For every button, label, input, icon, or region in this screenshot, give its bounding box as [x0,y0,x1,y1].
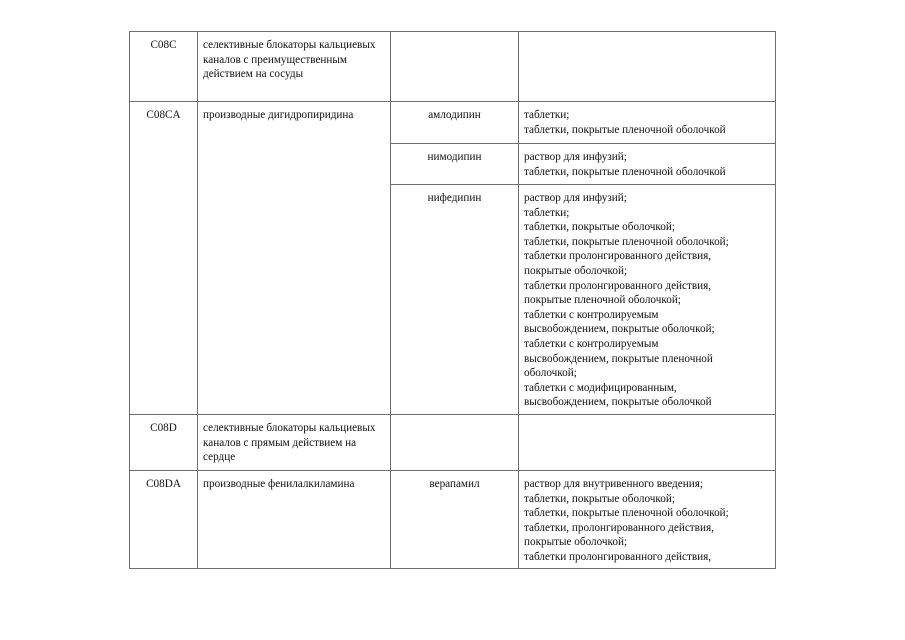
dosage-form-line: покрытые оболочкой; [524,536,628,549]
drug-name-cell: амлодипин [391,102,519,144]
dosage-form-line: высвобождением, покрытые оболочкой [524,396,712,409]
dosage-form-line: таблетки; [524,109,570,121]
dosage-form-line: таблетки, покрытые пленочной оболочкой [524,123,726,136]
dosage-form-line: таблетки с контролируемым [524,337,659,350]
atc-code-cell: C08DA [130,470,198,569]
dosage-form-line: таблетки; [524,206,570,219]
dosage-forms-cell [519,102,776,144]
drug-name-cell: верапамил [391,470,519,569]
table-row [130,470,776,569]
dosage-form-line: таблетки, покрытые оболочкой; [524,221,675,234]
dosage-forms-cell [519,144,776,185]
dosage-form-line: таблетки, пролонгированного действия, [524,521,714,534]
dosage-forms-cell [519,32,776,102]
drug-name-cell [391,414,519,470]
atc-code-cell: C08C [130,32,198,102]
medication-table [129,31,776,569]
drug-name-cell: нимодипин [391,144,519,185]
dosage-form-line: высвобождением, покрытые оболочкой; [524,323,715,336]
pharmacological-group-cell: производные фенилалкиламина [198,470,391,569]
dosage-form-line: раствор для инфузий; [524,192,627,204]
dosage-form-line: высвобождением, покрытые пленочной [524,352,713,365]
dosage-form-line: покрытые пленочной оболочкой; [524,294,681,307]
drug-name-cell: нифедипин [391,185,519,415]
atc-code-cell: C08D [130,414,198,470]
dosage-form-line: таблетки, покрытые оболочкой; [524,492,675,505]
dosage-form-line: оболочкой; [524,367,577,380]
table-row [130,414,776,470]
pharmacological-group-cell: селективные блокаторы кальциевых каналов с прямым действием на сердце [198,414,391,470]
pharmacological-group-cell: селективные блокаторы кальциевых каналов с преимущественным действием на сосуды [198,32,391,102]
dosage-form-line: таблетки, покрытые пленочной оболочкой; [524,507,729,520]
table-row [130,102,776,144]
dosage-forms-cell [519,470,776,569]
dosage-form-line: покрытые оболочкой; [524,264,628,277]
dosage-form-line: раствор для инфузий; [524,151,627,163]
dosage-form-line: таблетки пролонгированного действия, [524,550,712,563]
dosage-form-line: таблетки с модифицированным, [524,381,677,394]
dosage-form-line: таблетки пролонгированного действия, [524,250,712,263]
dosage-forms-cell [519,414,776,470]
pharmacological-group-cell: производные дигидропиридина [198,102,391,415]
table-row [130,32,776,102]
dosage-form-line: таблетки, покрытые пленочной оболочкой [524,165,726,178]
dosage-form-line: таблетки с контролируемым [524,308,659,321]
dosage-form-line: таблетки пролонгированного действия, [524,279,712,292]
dosage-form-line: раствор для внутривенного введения; [524,477,703,490]
dosage-forms-cell [519,185,776,415]
atc-code-cell: C08CA [130,102,198,415]
drug-name-cell [391,32,519,102]
dosage-form-line: таблетки, покрытые пленочной оболочкой; [524,235,729,248]
